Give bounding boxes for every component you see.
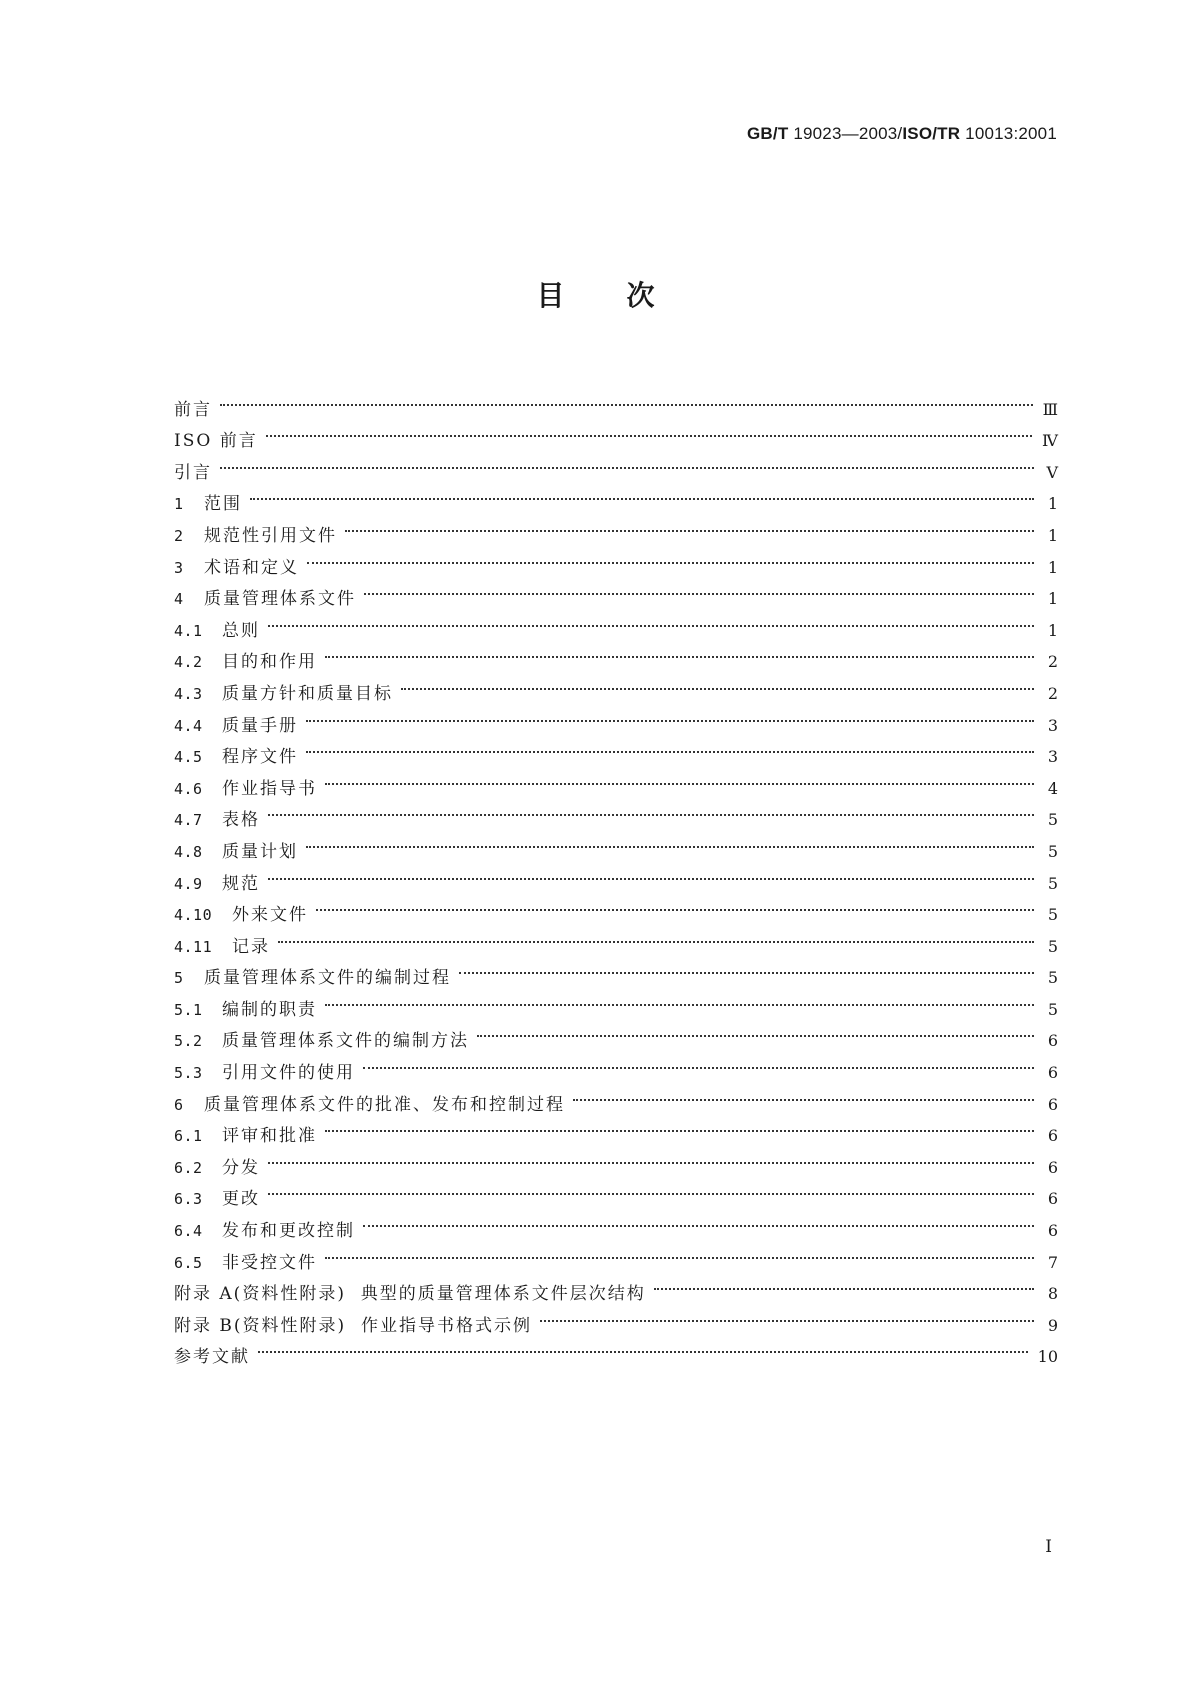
toc-entry-page: 6 bbox=[1047, 1126, 1058, 1146]
toc-entry-label: 附录 B(资料性附录) 作业指导书格式示例 bbox=[174, 1315, 532, 1336]
toc-entry-page: 5 bbox=[1047, 999, 1058, 1019]
toc-entry-page: 5 bbox=[1047, 905, 1058, 925]
toc-entry-page: 6 bbox=[1047, 1063, 1058, 1083]
toc-entry-leader-dots bbox=[364, 573, 1034, 605]
toc-entry-page: 6 bbox=[1047, 1221, 1058, 1241]
toc-entry-page: 10 bbox=[1037, 1347, 1058, 1367]
toc-entry[interactable] bbox=[174, 446, 1058, 483]
toc-entry[interactable] bbox=[174, 762, 1058, 799]
toc-entry-number: 6 bbox=[174, 1095, 184, 1114]
toc-entry-leader-dots bbox=[325, 1110, 1034, 1142]
toc-entry-page: Ⅲ bbox=[1042, 399, 1058, 419]
toc-entry-label: 非受控文件 bbox=[222, 1252, 317, 1273]
toc-entry-page: 1 bbox=[1047, 589, 1058, 609]
toc-entry-leader-dots bbox=[266, 415, 1032, 447]
toc-entry-number: 4 bbox=[174, 590, 184, 609]
standard-code-gbt: GB/T bbox=[747, 124, 789, 143]
toc-entry-label: 前言 bbox=[174, 399, 212, 420]
toc-entry-label: ISO 前言 bbox=[174, 431, 258, 452]
page-title bbox=[0, 274, 1191, 314]
toc-entry-leader-dots bbox=[220, 446, 1034, 478]
toc-entry[interactable] bbox=[174, 952, 1058, 989]
toc-entry-page: 2 bbox=[1047, 683, 1058, 703]
toc-entry-label: 质量管理体系文件的编制过程 bbox=[204, 968, 451, 989]
toc-entry-label: 引用文件的使用 bbox=[222, 1063, 355, 1084]
toc-entry[interactable] bbox=[174, 1141, 1058, 1178]
toc-entry-number: 4.10 bbox=[174, 906, 213, 925]
toc-entry-page: Ⅳ bbox=[1042, 431, 1058, 451]
toc-entry-page: 4 bbox=[1047, 778, 1058, 798]
toc-entry[interactable] bbox=[174, 1331, 1058, 1368]
page-title-char-2: 次 bbox=[626, 279, 655, 312]
page-number: Ⅰ bbox=[1045, 1537, 1052, 1557]
toc-entry-page: 7 bbox=[1047, 1252, 1058, 1272]
toc-entry-number: 6.3 bbox=[174, 1190, 203, 1209]
toc-entry-leader-dots bbox=[306, 699, 1034, 731]
toc-entry-leader-dots bbox=[268, 794, 1034, 826]
toc-entry[interactable] bbox=[174, 1173, 1058, 1210]
toc-entry-page: 8 bbox=[1047, 1284, 1058, 1304]
toc-entry-leader-dots bbox=[363, 1204, 1034, 1236]
toc-entry-page: 5 bbox=[1047, 936, 1058, 956]
toc-entry-leader-dots bbox=[268, 1173, 1034, 1205]
toc-entry-label: 附录 A(资料性附录) 典型的质量管理体系文件层次结构 bbox=[174, 1284, 646, 1305]
toc-entry-label: 质量管理体系文件的编制方法 bbox=[222, 1031, 469, 1052]
toc-entry-label: 更改 bbox=[222, 1189, 260, 1210]
toc-entry-label: 引言 bbox=[174, 462, 212, 483]
page-title-char-1: 目 bbox=[536, 279, 565, 312]
toc-entry-page: 6 bbox=[1047, 1189, 1058, 1209]
standard-code bbox=[747, 124, 1057, 144]
toc-entry-label: 外来文件 bbox=[232, 905, 308, 926]
toc-entry-number: 5.1 bbox=[174, 1000, 203, 1019]
toc-entry-number: 4.4 bbox=[174, 716, 203, 735]
toc-entry[interactable] bbox=[174, 1204, 1058, 1242]
toc-entry-leader-dots bbox=[325, 762, 1034, 794]
toc-entry-page: 1 bbox=[1047, 557, 1058, 577]
toc-entry-page: 3 bbox=[1047, 747, 1058, 767]
toc-entry-label: 质量管理体系文件的批准、发布和控制过程 bbox=[204, 1094, 565, 1115]
toc-entry-leader-dots bbox=[268, 857, 1034, 889]
toc-entry[interactable] bbox=[174, 699, 1058, 736]
toc-entry-label: 记录 bbox=[232, 936, 270, 957]
toc-entry-leader-dots bbox=[540, 1299, 1034, 1331]
toc-entry-number: 1 bbox=[174, 495, 184, 514]
toc-entry-label: 质量计划 bbox=[222, 841, 298, 862]
toc-entry-page: 5 bbox=[1047, 873, 1058, 893]
toc-entry-number: 3 bbox=[174, 558, 184, 577]
toc-entry-leader-dots bbox=[258, 1331, 1028, 1363]
toc-entry-number: 4.1 bbox=[174, 621, 203, 640]
toc-entry-number: 6.1 bbox=[174, 1127, 203, 1146]
toc-entry-leader-dots bbox=[573, 1078, 1034, 1110]
toc-entry[interactable] bbox=[174, 573, 1058, 610]
toc-entry-number: 6.2 bbox=[174, 1158, 203, 1177]
toc-entry-number: 5 bbox=[174, 969, 184, 988]
toc-entry-number: 4.11 bbox=[174, 937, 213, 956]
toc-entry-label: 质量方针和质量目标 bbox=[222, 683, 393, 704]
toc-entry-page: 9 bbox=[1047, 1315, 1058, 1335]
toc-entry-label: 程序文件 bbox=[222, 747, 298, 768]
toc-entry-leader-dots bbox=[220, 383, 1033, 415]
toc-entry-page: 5 bbox=[1047, 968, 1058, 988]
toc-entry[interactable] bbox=[174, 889, 1058, 926]
toc-entry-number: 4.3 bbox=[174, 684, 203, 703]
table-of-contents bbox=[174, 383, 1058, 1368]
toc-entry-leader-dots bbox=[307, 541, 1034, 573]
toc-entry-label: 发布和更改控制 bbox=[222, 1221, 355, 1242]
toc-entry-label: 评审和批准 bbox=[222, 1126, 317, 1147]
toc-entry[interactable] bbox=[174, 636, 1058, 673]
toc-entry-page: 1 bbox=[1047, 494, 1058, 514]
toc-entry-label: 表格 bbox=[222, 810, 260, 831]
toc-entry[interactable] bbox=[174, 857, 1058, 894]
toc-entry-leader-dots bbox=[268, 1141, 1034, 1173]
toc-entry-number: 2 bbox=[174, 526, 184, 545]
toc-entry-leader-dots bbox=[654, 1268, 1034, 1300]
toc-entry-page: 3 bbox=[1047, 715, 1058, 735]
toc-entry-label: 质量管理体系文件 bbox=[204, 589, 356, 610]
toc-entry[interactable] bbox=[174, 541, 1058, 578]
toc-entry-number: 6.4 bbox=[174, 1222, 203, 1241]
toc-entry-leader-dots bbox=[325, 1236, 1034, 1268]
toc-entry-label: 术语和定义 bbox=[204, 557, 299, 578]
toc-entry-page: 6 bbox=[1047, 1031, 1058, 1051]
toc-entry-leader-dots bbox=[401, 667, 1034, 699]
standard-code-iso-number: 10013:2001 bbox=[960, 124, 1057, 143]
toc-entry-number: 4.6 bbox=[174, 779, 203, 798]
toc-entry-label: 规范 bbox=[222, 873, 260, 894]
toc-entry-label: 编制的职责 bbox=[222, 999, 317, 1020]
toc-entry-number: 4.8 bbox=[174, 842, 203, 861]
toc-entry-leader-dots bbox=[268, 604, 1034, 636]
toc-entry-label: 目的和作用 bbox=[222, 652, 317, 673]
toc-entry-leader-dots bbox=[325, 983, 1034, 1015]
toc-entry[interactable] bbox=[174, 825, 1058, 862]
toc-entry-number: 6.5 bbox=[174, 1253, 203, 1272]
toc-entry[interactable] bbox=[174, 478, 1058, 515]
standard-code-iso: ISO/TR bbox=[902, 124, 961, 143]
toc-entry-page: 5 bbox=[1047, 841, 1058, 861]
toc-entry-page: 5 bbox=[1047, 810, 1058, 830]
toc-entry-number: 4.9 bbox=[174, 874, 203, 893]
toc-entry[interactable] bbox=[174, 794, 1058, 831]
toc-entry-label: 总则 bbox=[222, 620, 260, 641]
toc-entry-leader-dots bbox=[316, 889, 1034, 921]
toc-entry-label: 作业指导书 bbox=[222, 778, 317, 799]
standard-code-number: 19023—2003/ bbox=[788, 124, 903, 143]
toc-entry-leader-dots bbox=[306, 731, 1034, 763]
toc-entry[interactable] bbox=[174, 415, 1058, 452]
toc-entry-leader-dots bbox=[459, 952, 1034, 984]
toc-entry-leader-dots bbox=[278, 920, 1034, 952]
toc-entry-page: 6 bbox=[1047, 1157, 1058, 1177]
toc-entry-label: 规范性引用文件 bbox=[204, 525, 337, 546]
toc-entry-leader-dots bbox=[306, 825, 1034, 857]
toc-entry[interactable] bbox=[174, 731, 1058, 768]
toc-entry-leader-dots bbox=[325, 636, 1034, 668]
toc-entry[interactable] bbox=[174, 383, 1058, 420]
toc-entry[interactable] bbox=[174, 920, 1058, 957]
toc-entry[interactable] bbox=[174, 509, 1058, 546]
toc-entry-number: 4.5 bbox=[174, 748, 203, 767]
toc-entry-label: 范围 bbox=[204, 494, 242, 515]
toc-entry-leader-dots bbox=[250, 478, 1034, 510]
toc-entry[interactable] bbox=[174, 604, 1058, 641]
toc-entry-leader-dots bbox=[477, 1015, 1034, 1047]
toc-entry-label: 分发 bbox=[222, 1157, 260, 1178]
toc-entry-page: 6 bbox=[1047, 1094, 1058, 1114]
toc-entry-label: 参考文献 bbox=[174, 1347, 250, 1368]
toc-entry-number: 4.7 bbox=[174, 811, 203, 830]
toc-entry-page: Ⅴ bbox=[1046, 462, 1058, 482]
toc-entry-page: 1 bbox=[1047, 620, 1058, 640]
toc-entry-label: 质量手册 bbox=[222, 715, 298, 736]
toc-entry-page: 1 bbox=[1047, 525, 1058, 545]
toc-entry-leader-dots bbox=[345, 509, 1034, 541]
toc-entry-leader-dots bbox=[363, 1046, 1034, 1078]
toc-entry-page: 2 bbox=[1047, 652, 1058, 672]
toc-entry-number: 5.3 bbox=[174, 1064, 203, 1083]
toc-entry-number: 4.2 bbox=[174, 653, 203, 672]
toc-entry-number: 5.2 bbox=[174, 1032, 203, 1051]
